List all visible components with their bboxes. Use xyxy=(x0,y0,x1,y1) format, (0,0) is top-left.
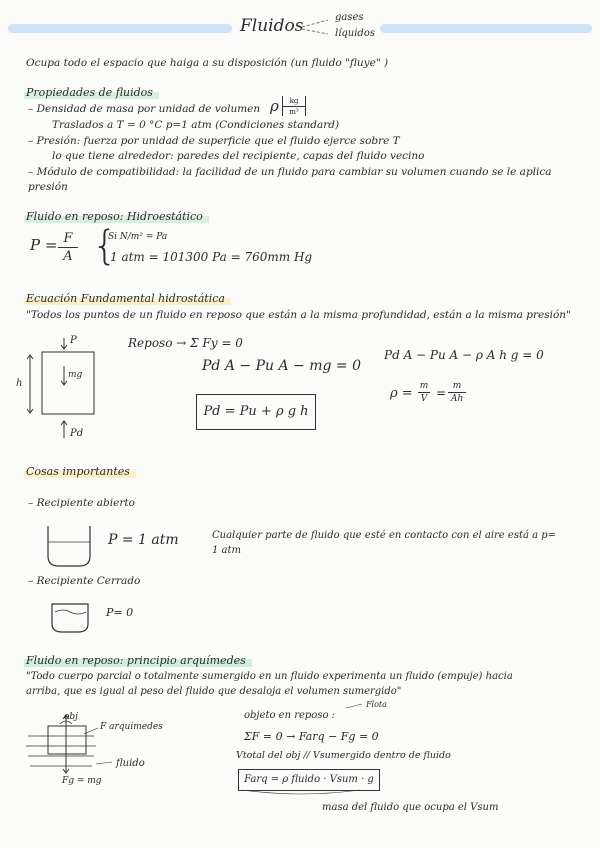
eq3-equals: = xyxy=(436,386,447,400)
prop-traslados: Traslados a T = 0 °C p=1 atm (Condiciones standard) xyxy=(52,119,340,131)
buoyancy-label-fluido: fluido xyxy=(116,758,145,769)
hidro-si-line: Si N/m² = Pa xyxy=(108,232,168,242)
heading-arquimedes: Fluido en reposo: principio arquímedes xyxy=(24,654,252,667)
label-weight: mg xyxy=(68,370,83,380)
abierto-note-1: Cualquier parte de fluido que esté en contacto con el aire está a p= xyxy=(212,530,557,541)
label-height: h xyxy=(16,378,23,389)
arquimedes-quote-1: "Todo cuerpo parcial o totalmente sumergido en un fluido experimenta un fluido (empuje) hacia xyxy=(26,671,513,682)
p-formula-den: A xyxy=(63,249,73,264)
objeto-reposo: objeto en reposo : xyxy=(244,710,336,721)
arquimedes-quote-2: arriba, que es igual al peso del fluido que desaloja el volumen sumergido" xyxy=(26,686,402,697)
eq3-frac1-den: V xyxy=(420,394,428,404)
title-branch-liquidos: líquidos xyxy=(335,28,375,39)
heading-propiedades: Propiedades de fluidos xyxy=(24,86,159,99)
masa-line: masa del fluido que ocupa el Vsum xyxy=(322,802,499,813)
densidad-unit-den: m³ xyxy=(289,108,299,116)
brace-icon: { xyxy=(92,223,118,269)
ecuacion-quote: "Todos los puntos de un fluido en reposo que están a la misma profundidad, están a la misma presión" xyxy=(26,309,571,321)
p-formula-num: F xyxy=(58,230,78,248)
prop-modulo-1: – Módulo de compatibilidad: la facilidad de un fluido para cambiar su volumen cuando se le aplica xyxy=(28,166,552,178)
prop-presion-1: – Presión: fuerza por unidad de superficie que el fluido ejerce sobre T xyxy=(28,135,400,147)
sum-forces: ΣF = 0 → Farq − Fg = 0 xyxy=(244,730,379,743)
reposo-line: Reposo → Σ Fy = 0 xyxy=(128,336,243,350)
buoyancy-label-fg: Fg = mg xyxy=(62,776,102,786)
label-p-top: P xyxy=(70,335,77,346)
heading-ecuacion: Ecuación Fundamental hidrostática xyxy=(24,292,231,305)
boxed-pressure-equation: Pd = Pu + ρ g h xyxy=(196,394,316,430)
boxed-arquimedes-equation: Farq = ρ fluido · Vsum · g xyxy=(238,769,380,791)
cerrado-formula: P= 0 xyxy=(106,606,134,619)
buoyancy-label-f: F arquimedes xyxy=(100,722,163,732)
abierto-formula: P = 1 atm xyxy=(108,532,179,548)
eq3-frac2-den: Ah xyxy=(450,394,464,404)
eq3-lhs: ρ = xyxy=(390,386,413,401)
prop-densidad: – Densidad de masa por unidad de volumen xyxy=(28,103,261,115)
buoyancy-label-obj: obj xyxy=(64,712,78,722)
eq3-frac1-num: m xyxy=(419,381,429,391)
p-formula-lhs: P = xyxy=(30,236,58,254)
intro-text: Ocupa todo el espacio que haiga a su disposición (un fluido "fluye" ) xyxy=(26,57,389,69)
densidad-symbol: ρ xyxy=(270,97,279,115)
abierto-note-2: 1 atm xyxy=(212,545,242,556)
eq2-line: Pd A − Pu A − ρ A h g = 0 xyxy=(384,348,544,362)
title-branch-gases: gases xyxy=(335,12,364,23)
prop-presion-2: lo que tiene alrededor: paredes del recipiente, capas del fluido vecino xyxy=(52,150,425,162)
heading-hidroestatico: Fluido en reposo: Hidroestático xyxy=(24,210,209,223)
heading-cosas: Cosas importantes xyxy=(24,465,136,478)
page-title: Fluidos xyxy=(240,16,304,36)
recipiente-cerrado-label: – Recipiente Cerrado xyxy=(28,575,141,587)
hidro-atm-line: 1 atm = 101300 Pa = 760mm Hg xyxy=(110,250,313,264)
densidad-unit-num: kg xyxy=(283,96,305,107)
label-p-bottom: Pd xyxy=(70,428,84,439)
eq1-line: Pd A − Pu A − mg = 0 xyxy=(202,358,361,374)
recipiente-abierto-label: – Recipiente abierto xyxy=(28,497,135,509)
vtotal-line: Vtotal del obj // Vsumergido dentro de fluido xyxy=(236,750,451,761)
flota-label: Flota xyxy=(366,700,387,709)
eq3-frac2-num: m xyxy=(448,380,466,393)
prop-modulo-2: presión xyxy=(28,181,68,193)
